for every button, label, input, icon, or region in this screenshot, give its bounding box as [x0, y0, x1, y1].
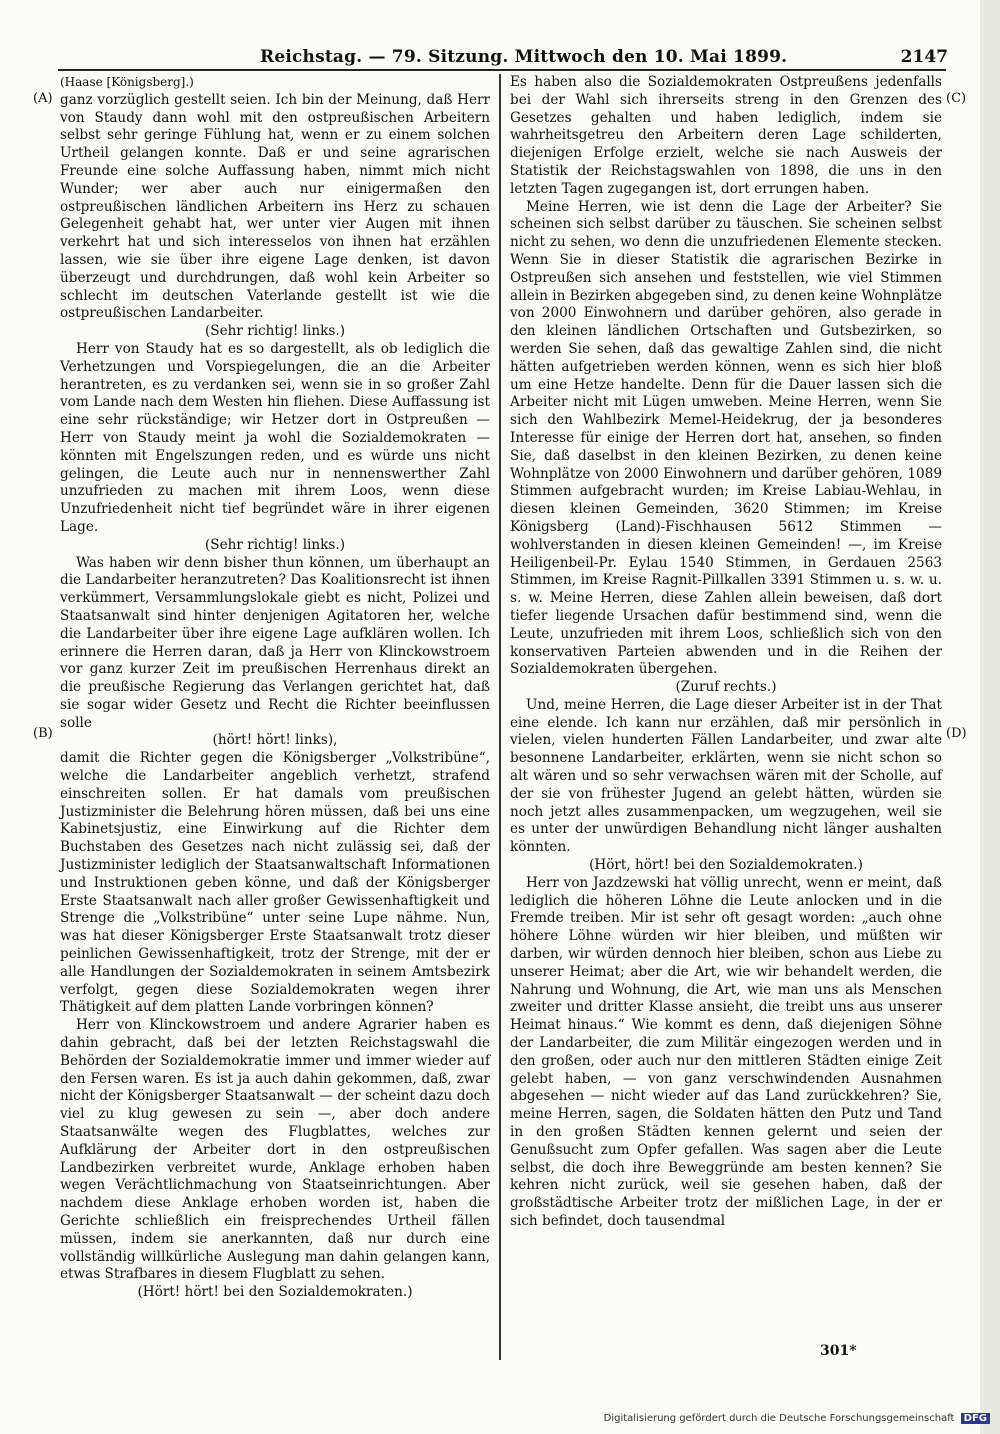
interjection: (Sehr richtig! links.): [204, 536, 346, 553]
interjection: (hört! hört! links),: [212, 732, 338, 749]
paragraph: Und, meine Herren, die Lage dieser Arbeiter ist in der That eine elende. Ich kann nur erzählen, daß mir persönlich in vielen, vielen hunderten Fällen Landarbeiter, und zwar alte besonnene Landarbeiter, erklärten, wenn sie nicht schon so alt wären und so sehr verwachsen wären mit der Scholle, auf der sie von frühester Jugend an gelebt hätten, würden sie noch jetzt alles zusammenpacken, um wegzugehen, weil sie es unter der unwürdigen Behandlung nicht länger aushalten könnten.: [510, 696, 942, 856]
page-header: [0, 0, 1000, 70]
left-column: [60, 74, 490, 1302]
margin-marker-c: (C): [946, 91, 967, 106]
column-divider: [499, 74, 501, 1360]
page-edge: [980, 0, 1000, 1434]
interjection: (Zuruf rechts.): [675, 679, 777, 696]
paragraph: damit die Richter gegen die Königsberger „Volkstribüne“, welche die Landarbeiter angeblich verhetzt, strafend einschreiten sollen. Er hat damals vom preußischen Justizminister die Belehrung hören müssen, daß bei uns eine Kabinetsjustiz, eine Einwirkung auf die Richter dem Buchstaben des Gesetzes nach nicht zulässig sei, daß der Justizminister lediglich der Staatsanwaltschaft Informationen und Instruktionen geben könne, und daß der Königsberger Erste Staatsanwalt nach aller großer Gewissenhaftigkeit und Strenge die „Volkstribüne“ unter seine Lupe nähme. Nun, was hat dieser Königsberger Erste Staatsanwalt trotz dieser peinlichen Gewissenhaftigkeit, trotz der Strenge, mit der er alle Handlungen der Sozialdemokraten in seinem Amtsbezirk verfolgt, gegen diese Sozialdemokraten wegen ihrer Thätigkeit auf dem platten Lande vorbringen können?: [60, 750, 490, 1016]
paragraph: Herr von Jazdzewski hat völlig unrecht, wenn er meint, daß lediglich die höheren Löhne die Leute anlocken und in die Fremde treiben. Mir ist sehr oft gesagt worden: „auch ohne höhere Löhne würden wir hier bleiben, und müßten wir darben, wir würden dennoch hier bleiben, schon aus Liebe zu unserer Heimat; aber die Art, wie wir behandelt werden, die Nahrung und Wohnung, die Art, wie man uns als Menschen zweiter und dritter Klasse ansieht, die treibt uns aus unserer Heimat hinaus.“ Wie kommt es denn, daß diejenigen Söhne der Landarbeiter, die zum Militär eingezogen werden und in den großen, oder auch nur den mittleren Städten einige Zeit gelebt haben, — von ganz verschwindenden Ausnahmen abgesehen — nicht wieder auf das Land zurückkehren? Sie, meine Herren, sagen, die Soldaten hätten den Putz und Tand in den großen Städten kennen gelernt und seien der Genußsucht zum Opfer gefallen. Was sagen aber die Leute selbst, die doch ihre Beweggründe am besten kennen? Sie kehren nicht zurück, weil sie gesehen haben, daß der großstädtische Arbeiter trotz der mißlichen Lage, in der er sich befindet, doch tausendmal: [510, 874, 942, 1229]
dfg-logo: DFG: [961, 1413, 990, 1424]
right-column: [510, 74, 942, 1231]
paragraph: Es haben also die Sozialdemokraten Ostpreußens jedenfalls bei der Wahl sich ihrerseits streng in den Grenzen des Gesetzes gehalten und haben lediglich, indem sie wahrheitsgetreu den Arbeitern deren Lage schilderten, diejenigen Erfolge erzielt, welche sie nach Ausweis der Statistik der Reichstagswahlen von 1898, die uns in den letzten Tagen zugegangen ist, dort errungen haben.: [510, 74, 942, 197]
margin-marker-a: (A): [33, 91, 53, 106]
paragraph: Herr von Klinckowstroem und andere Agrarier haben es dahin gebracht, daß bei der letzten Reichstagswahl die Behörden der Sozialdemokratie immer und immer wieder auf den Fersen waren. Es ist ja auch dahin gekommen, daß, zwar nicht der Königsberger Staatsanwalt — der scheint dazu doch viel zu klug gewesen zu sein —, aber doch andere Staatsanwälte wegen des Flugblattes, welches zur Aufklärung der Arbeiter dort in den ostpreußischen Landbezirken verbreitet wurde, Anklage erhoben haben wegen Verächtlichmachung von Staatseinrichtungen. Aber nachdem diese Anklage erhoben worden ist, haben die Gerichte schließlich ein freisprechendes Urtheil fällen müssen, indem sie anerkannten, daß nur durch eine vollständig willkürliche Auslegung man dahin gelangen kann, etwas Strafbares in diesem Flugblatt zu sehen.: [60, 1017, 490, 1283]
page-number: 2147: [900, 47, 948, 67]
interjection: (Hört! hört! bei den Sozialdemokraten.): [137, 1284, 413, 1301]
margin-marker-d: (D): [946, 726, 967, 741]
margin-marker-b: (B): [33, 726, 53, 741]
header-rule: [58, 69, 946, 71]
paragraph: Was haben wir denn bisher thun können, um überhaupt an die Landarbeiter heranzutreten? Das Koalitionsrecht ist ihnen verkümmert, Versammlungslokale giebt es nicht, Polizei und Staatsanwalt sind hinter denjenigen Agitatoren her, welche die Landarbeiter über ihre eigene Lage aufklären wollen. Ich erinnere die Herren daran, daß ja Herr von Klinckowstroem vor ganz kurzer Zeit im preußischen Herrenhaus direkt an die preußische Regierung das Verlangen gerichtet hat, daß sie sogar wider Gesetz und Recht die Richter beeinflussen solle: [60, 554, 490, 731]
credit-text: Digitalisierung gefördert durch die Deutsche Forschungsgemeinschaft: [603, 1413, 955, 1424]
running-title: Reichstag. — 79. Sitzung. Mittwoch den 10. Mai 1899.: [260, 47, 788, 67]
speaker-label: (Haase [Königsberg].): [60, 75, 194, 89]
paragraph: Meine Herren, wie ist denn die Lage der Arbeiter? Sie scheinen sich selbst darüber zu täuschen. Sie scheinen selbst nicht zu sehen, wo denn die unzufriedenen Elemente stecken. Wenn Sie in dieser Statistik die agrarischen Bezirke in Ostpreußen sich ansehen und feststellen, wie viel Stimmen allein in Bezirken abgegeben sind, zu denen keine Wohnplätze von 2000 Einwohnern und darüber gehören, also gerade in den kleinen ländlichen Ortschaften und Gutsbezirken, so werden Sie sehen, daß das gewaltige Zahlen sind, die nicht hätten aufgetrieben werden können, wenn es sich hier bloß um eine Hetze handelte. Denn für die Dauer lassen sich die Arbeiter nicht mit Lügen umweben. Meine Herren, wenn Sie sich den Wahlbezirk Memel-Heidekrug, der ja besonderes Interesse für einige der Herren dort hat, ansehen, so finden Sie, daß daselbst in den kleinen Bezirken, zu denen keine Wohnplätze von 2000 Einwohnern und darüber gehören, 1089 Stimmen aufgebracht wurden; im Kreise Labiau-Wehlau, in diesen kleinen Gemeinden, 3620 Stimmen; im Kreise Königsberg (Land)-Fischhausen 5612 Stimmen — wohlverstanden in diesen kleinen Gemeinden! —, im Kreise Heiligenbeil-Pr. Eylau 1540 Stimmen, in Gerdauen 2563 Stimmen, im Kreise Ragnit-Pillkallen 3391 Stimmen u. s. w. u. s. w. Meine Herren, diese Zahlen allein beweisen, daß dort tiefer liegende Ursachen dafür bestimmend sind, wenn die Leute, unzufrieden mit ihrem Loos, schließlich sich von den konservativen Parteien abwenden und in die Reihen der Sozialdemokraten übergehen.: [510, 198, 942, 678]
paragraph: ganz vorzüglich gestellt seien. Ich bin der Meinung, daß Herr von Staudy dann wohl mit den ostpreußischen Arbeitern selbst sehr geringe Fühlung hat, wenn er zu einem solchen Urtheil gelangen konnte. Daß er und seine agrarischen Freunde eine solche Auffassung haben, nimmt mich nicht Wunder; wer aber auch nur einigermaßen den ostpreußischen ländlichen Arbeitern ins Herz zu schauen Gelegenheit gehabt hat, wer unter vier Augen mit ihnen verkehrt hat und sich interesselos von ihnen hat erzählen lassen, wie sie über ihre eigene Lage denken, ist davon überzeugt und durchdrungen, daß wohl kein Arbeiter so schlecht im deutschen Vaterlande gestellt ist wie die ostpreußischen Landarbeiter.: [60, 91, 490, 322]
interjection: (Sehr richtig! links.): [204, 323, 346, 340]
digitization-credit: [600, 1413, 990, 1429]
sheet-number: 301*: [820, 1343, 857, 1359]
paragraph: Herr von Staudy hat es so dargestellt, als ob lediglich die Verhetzungen und Vorspiegelungen, die an die Arbeiter herantreten, es zu verdanken sei, wenn sie in so großer Zahl vom Lande nach dem Westen hin fliehen. Diese Auffassung ist eine sehr rückständige; wir Hetzer dort in Ostpreußen — Herr von Staudy meint ja wohl die Sozialdemokraten — könnten mit Engelszungen reden, und es würde uns nicht gelingen, die Leute auch nur in nennenswerther Zahl unzufrieden zu machen mit ihrem Loos, wenn diese Unzufriedenheit nicht tief begründet wäre in ihrer eigenen Lage.: [60, 340, 490, 535]
interjection: (Hört, hört! bei den Sozialdemokraten.): [589, 857, 863, 874]
